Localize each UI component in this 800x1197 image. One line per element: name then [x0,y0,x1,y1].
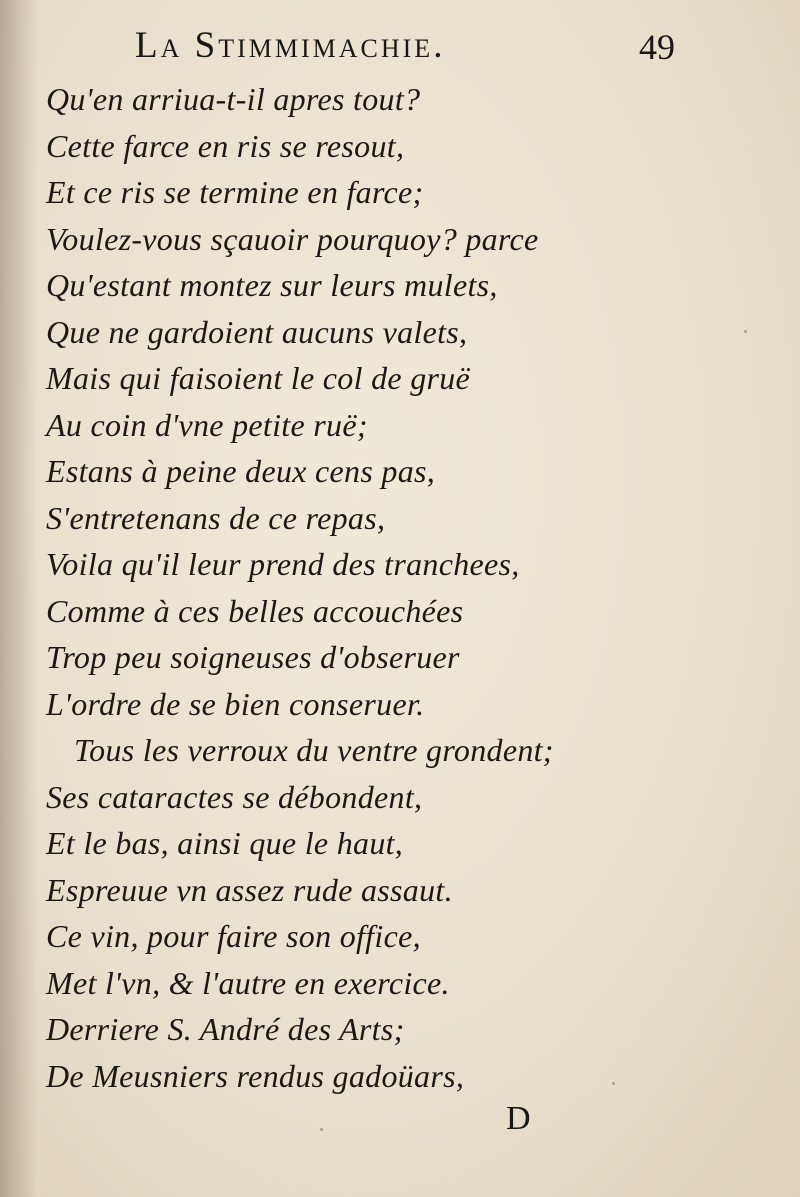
verse-line: Trop peu soigneuses d'obseruer [46,639,460,675]
page-header [135,24,675,74]
gutter-shadow [0,0,38,1197]
signature-mark: D [506,1100,531,1137]
verse-line: Cette farce en ris se resout, [46,127,405,164]
paper-speck [612,1082,615,1085]
verse-line: Espreuue vn assez rude assaut. [46,871,453,908]
paper-speck [320,1128,323,1131]
verse-line: Derriere S. André des Arts; [46,1011,405,1047]
verse-line: Et ce ris se termine en farce; [46,174,424,210]
verse-line: Qu'estant montez sur leurs mulets, [46,267,498,303]
verse-line: De Meusniers rendus gadoüars, [46,1057,465,1094]
verse-line: Ses cataractes se débondent, [46,778,423,815]
paper-speck [744,330,747,333]
verse-line: Met l'vn, & l'autre en exercice. [46,964,450,1001]
page-number: 49 [639,27,675,67]
verse-line: L'ordre de se bien conseruer. [46,685,425,722]
verse-line: Mais qui faisoient le col de gruë [46,360,471,396]
verse-line: Tous les verroux du ventre grondent; [74,732,554,768]
verse-line: Voila qu'il leur prend des tranchees, [46,546,520,582]
verse-line: Que ne gardoient aucuns valets, [46,313,468,350]
verse-line: Et le bas, ainsi que le haut, [46,825,404,861]
verse-line: Comme à ces belles accouchées [46,592,464,629]
running-title: La Stimmimachie. [135,25,446,66]
verse-line: Au coin d'vne petite ruë; [46,406,368,443]
verse-line: Ce vin, pour faire son office, [46,918,421,954]
verse-block [46,76,776,1099]
verse-line: Estans à peine deux cens pas, [46,453,436,489]
verse-line: S'entretenans de ce repas, [46,499,386,536]
verse-line: Voulez-vous sçauoir pourquoy? parce [46,220,539,257]
verse-line: Qu'en arriua-t-il apres tout? [46,81,421,117]
